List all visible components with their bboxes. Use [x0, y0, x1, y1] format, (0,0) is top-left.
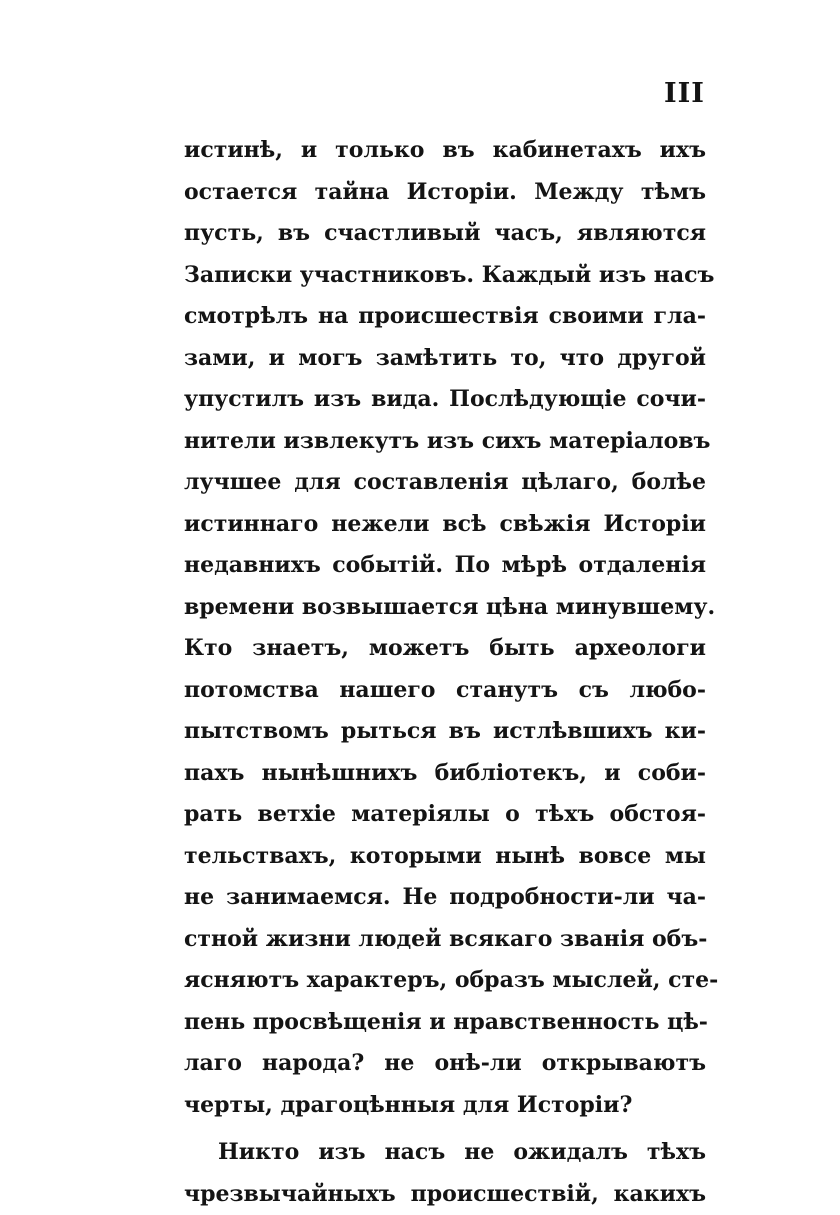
text-line: пытствомъ рыться въ истлѣвшихъ ки-: [184, 711, 706, 753]
text-line: пахъ нынѣшнихъ библіотекъ, и соби-: [184, 753, 706, 795]
text-line: нители извлекутъ изъ сихъ матеріаловъ: [184, 421, 706, 463]
text-line: остается тайна Исторіи. Между тѣмъ: [184, 172, 706, 214]
text-line: лаго народа? не онѣ-ли открываютъ: [184, 1043, 706, 1085]
text-line: черты, драгоцѣнныя для Исторіи?: [184, 1085, 706, 1127]
text-line: потомства нашего станутъ съ любо-: [184, 670, 706, 712]
text-line: стной жизни людей всякаго званія объ-: [184, 919, 706, 961]
text-line: истинѣ, и только въ кабинетахъ ихъ: [184, 130, 706, 172]
text-line: пусть, въ счастливый часъ, являются: [184, 213, 706, 255]
text-line: смотрѣлъ на происшествія своими гла-: [184, 296, 706, 338]
text-line: зами, и могъ замѣтить то, что другой: [184, 338, 706, 380]
page-number: III: [664, 78, 724, 109]
text-line: лучшее для составленія цѣлаго, болѣе: [184, 462, 706, 504]
text-line: не занимаемся. Не подробности-ли ча-: [184, 877, 706, 919]
text-line: тельствахъ, которыми нынѣ вовсе мы: [184, 836, 706, 878]
text-line: Записки участниковъ. Каждый изъ насъ: [184, 255, 706, 297]
text-line: истиннаго нежели всѣ свѣжія Исторіи: [184, 504, 706, 546]
text-line: чрезвычайныхъ происшествій, какихъ: [184, 1174, 706, 1215]
text-line: упустилъ изъ вида. Послѣдующіе сочи-: [184, 379, 706, 421]
text-line: недавнихъ событій. По мѣрѣ отдаленія: [184, 545, 706, 587]
text-line: времени возвышается цѣна минувшему.: [184, 587, 706, 629]
text-line: пень просвѣщенія и нравственность цѣ-: [184, 1002, 706, 1044]
text-line: ясняютъ характеръ, образъ мыслей, сте-: [184, 960, 706, 1002]
text-line: рать ветхіе матеріялы о тѣхъ обстоя-: [184, 794, 706, 836]
text-line: Никто изъ насъ не ожидалъ тѣхъ: [184, 1132, 706, 1174]
text-line: Кто знаетъ, можетъ быть археологи: [184, 628, 706, 670]
body-text: [184, 130, 706, 1215]
